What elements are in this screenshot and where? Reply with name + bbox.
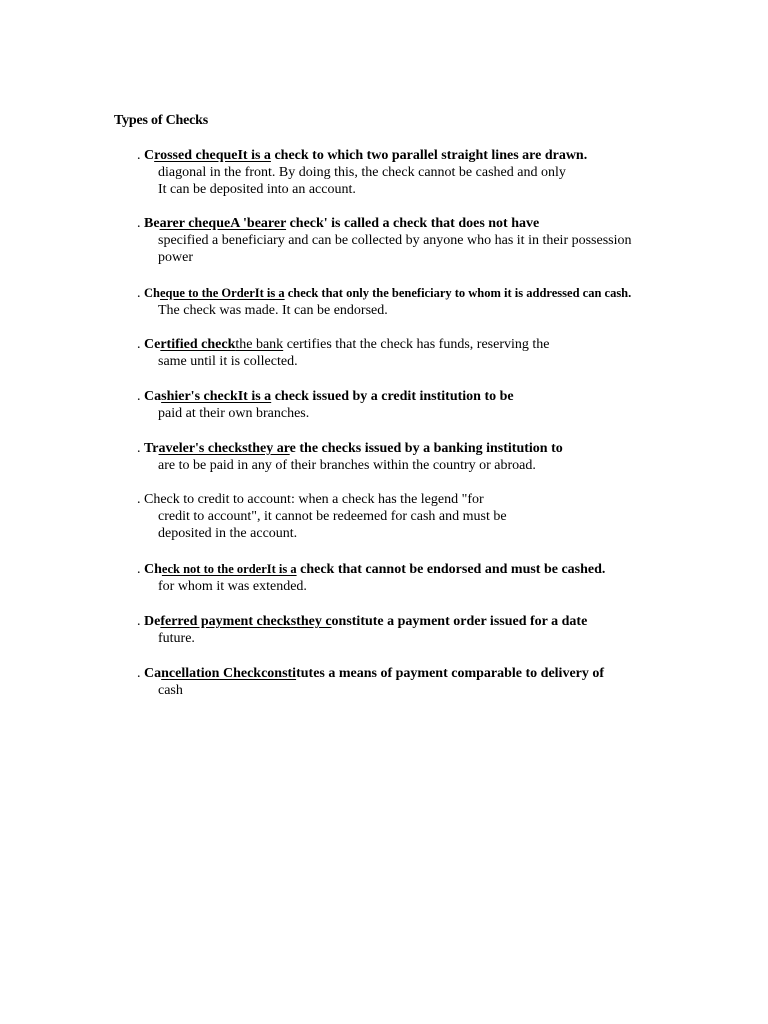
entry-line: credit to account", it cannot be redeemed for cash and must be bbox=[158, 509, 507, 524]
list-item-cheque-to-order bbox=[137, 285, 737, 319]
bullet: . bbox=[137, 562, 144, 577]
list-item-check-to-credit bbox=[137, 491, 737, 542]
entry-term-start: Ca bbox=[144, 389, 162, 404]
entry-first-line bbox=[137, 336, 737, 353]
entry-term-underlined: eck not to the orderIt is a bbox=[161, 562, 297, 576]
bullet: . bbox=[137, 148, 144, 163]
entry-lead-text: check that cannot be endorsed and must be cashed. bbox=[296, 562, 606, 577]
entry-term-underlined: aveler's checksthey ar bbox=[158, 441, 290, 456]
entry-underlined-text: the bank bbox=[235, 337, 284, 352]
bullet: . bbox=[137, 286, 144, 301]
entry-line: are to be paid in any of their branches within the country or abroad. bbox=[158, 458, 536, 473]
list-item-certified-check bbox=[137, 336, 737, 370]
entry-lead-text: onstitute a payment order issued for a date bbox=[331, 614, 588, 629]
entry-term-start: Ce bbox=[144, 337, 161, 352]
entry-term-underlined: ferred payment checksthey c bbox=[160, 614, 332, 629]
list-item-deferred-payment bbox=[137, 613, 737, 647]
entry-lead-text: check issued by a credit institution to be bbox=[271, 389, 514, 404]
list-item-travelers-checks bbox=[137, 440, 737, 474]
entry-line: It can be deposited into an account. bbox=[158, 182, 356, 197]
bullet: . bbox=[137, 666, 144, 681]
entry-line: power bbox=[158, 250, 193, 265]
bullet: . bbox=[137, 389, 144, 404]
entry-line: cash bbox=[158, 683, 183, 698]
entry-first-line bbox=[137, 665, 737, 682]
entry-lead-text: Check to credit to account: when a check has the legend "for bbox=[144, 492, 484, 507]
entry-line: paid at their own branches. bbox=[158, 406, 310, 421]
entry-first-line bbox=[137, 440, 737, 457]
entry-term-start: De bbox=[144, 614, 161, 629]
bullet: . bbox=[137, 441, 144, 456]
entry-lead-text: check that only the beneficiary to whom it is addressed can cash. bbox=[284, 286, 632, 300]
entry-term-underlined: rtified check bbox=[160, 337, 236, 352]
entry-lead-text: check' is called a check that does not have bbox=[286, 216, 540, 231]
entry-line: future. bbox=[158, 631, 195, 646]
entry-term-underlined: arer chequeA 'bearer bbox=[159, 216, 287, 231]
entry-term-start: Tr bbox=[144, 441, 159, 456]
list-item-bearer-cheque bbox=[137, 215, 737, 266]
entry-term-start: Be bbox=[144, 216, 160, 231]
entry-lead-text: tutes a means of payment comparable to delivery of bbox=[296, 666, 605, 681]
entry-line: for whom it was extended. bbox=[158, 579, 307, 594]
entry-term-underlined: shier's checkIt is a bbox=[161, 389, 272, 404]
entry-line: The check was made. It can be endorsed. bbox=[158, 303, 388, 318]
list-item-cancellation-check bbox=[137, 665, 737, 699]
entry-term-start: Ch bbox=[144, 562, 162, 577]
entry-first-line bbox=[137, 147, 737, 164]
entry-line: same until it is collected. bbox=[158, 354, 298, 369]
bullet: . bbox=[137, 337, 144, 352]
list-item-check-not-to-order bbox=[137, 561, 737, 595]
entry-lead-text: check to which two parallel straight lines are drawn. bbox=[270, 148, 588, 163]
entry-first-line bbox=[137, 388, 737, 405]
entry-first-line bbox=[137, 491, 737, 508]
entry-first-line bbox=[137, 561, 737, 578]
entry-lead-text: e the checks issued by a banking institution to bbox=[289, 441, 563, 456]
bullet: . bbox=[137, 216, 144, 231]
entry-term-start: Ca bbox=[144, 666, 162, 681]
entry-term-underlined: ncellation Checkconsti bbox=[161, 666, 297, 681]
bullet: . bbox=[137, 492, 144, 507]
entry-first-line bbox=[137, 285, 737, 302]
bullet: . bbox=[137, 614, 144, 629]
document-title: Types of Checks bbox=[114, 113, 208, 128]
entry-term-underlined: rossed chequeIt is a bbox=[154, 148, 271, 163]
entry-term-start: C bbox=[144, 148, 155, 163]
entry-line: deposited in the account. bbox=[158, 526, 298, 541]
entry-term-start: Ch bbox=[144, 286, 160, 300]
entry-lead-text: certifies that the check has funds, reserving the bbox=[283, 337, 550, 352]
entry-first-line bbox=[137, 215, 737, 232]
list-item-crossed-cheque bbox=[137, 147, 737, 198]
entry-term-underlined: eque to the OrderIt is a bbox=[159, 286, 285, 300]
entry-first-line bbox=[137, 613, 737, 630]
list-item-cashiers-check bbox=[137, 388, 737, 422]
entry-line: diagonal in the front. By doing this, the check cannot be cashed and only bbox=[158, 165, 566, 180]
entry-line: specified a beneficiary and can be collected by anyone who has it in their possession bbox=[158, 233, 632, 248]
